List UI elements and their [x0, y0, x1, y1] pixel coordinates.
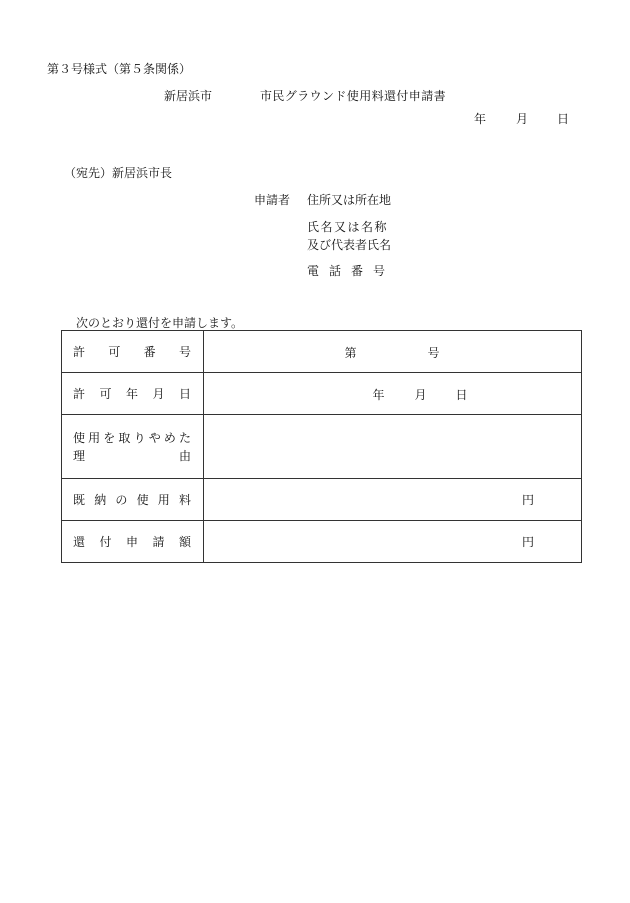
permit-date-year: 年 [372, 387, 385, 402]
reason-label-2: 理 由 [73, 448, 191, 463]
permit-date-month: 月 [414, 387, 427, 402]
paid-fee-label-text: 既 納 の 使 用 料 [73, 493, 191, 507]
addressee: （宛先）新居浜市長 [64, 166, 173, 180]
permit-date-label-text: 許 可 年 月 日 [73, 387, 191, 401]
date-day: 日 [557, 112, 570, 126]
permit-date-day: 日 [455, 387, 468, 402]
row-refund-amount [62, 521, 582, 563]
permit-date-label [73, 385, 191, 402]
paid-fee-label [73, 491, 191, 508]
permit-date-field[interactable] [204, 373, 582, 415]
form-number: 第３号様式（第５条関係） [47, 62, 192, 76]
reason-field[interactable] [204, 415, 582, 479]
refund-label-cell [62, 521, 204, 563]
reason-label [73, 429, 191, 465]
paid-fee-label-cell [62, 479, 204, 521]
applicant-label: 申請者 [254, 193, 291, 207]
permit-number-label [73, 343, 191, 360]
permit-number-suffix: 号 [427, 345, 440, 360]
row-permit-number [62, 331, 582, 373]
permit-number-label-cell [62, 331, 204, 373]
reason-label-cell [62, 415, 204, 479]
row-paid-fee [62, 479, 582, 521]
refund-label-text: 還 付 申 請 額 [73, 535, 191, 549]
refund-label [73, 533, 191, 550]
page-title: 市民グラウンド使用料還付申請書 [260, 89, 447, 103]
paid-fee-unit: 円 [521, 493, 534, 507]
row-reason [62, 415, 582, 479]
date-year: 年 [474, 112, 487, 126]
refund-unit: 円 [521, 535, 534, 549]
row-permit-date [62, 373, 582, 415]
paid-fee-field[interactable] [204, 479, 582, 521]
title-city: 新居浜市 [164, 89, 213, 103]
intro-text: 次のとおり還付を申請します。 [76, 316, 244, 330]
reason-label-1: 使 用 を 取 り や め た [73, 430, 191, 445]
permit-number-prefix: 第 [344, 345, 357, 360]
phone-label: 電話番号 [307, 264, 396, 278]
permit-number-label-text: 許 可 番 号 [73, 345, 191, 359]
reason-label-line-2 [73, 447, 191, 465]
name-label-2: 及び代表者氏名 [307, 238, 392, 252]
refund-form-table [61, 330, 582, 563]
name-label-1: 氏名又は名称 [307, 220, 389, 234]
permit-date-label-cell [62, 373, 204, 415]
reason-label-line-1 [73, 429, 191, 447]
permit-number-field[interactable] [204, 331, 582, 373]
address-label: 住所又は所在地 [307, 193, 392, 207]
date-month: 月 [516, 112, 529, 126]
refund-amount-field[interactable] [204, 521, 582, 563]
